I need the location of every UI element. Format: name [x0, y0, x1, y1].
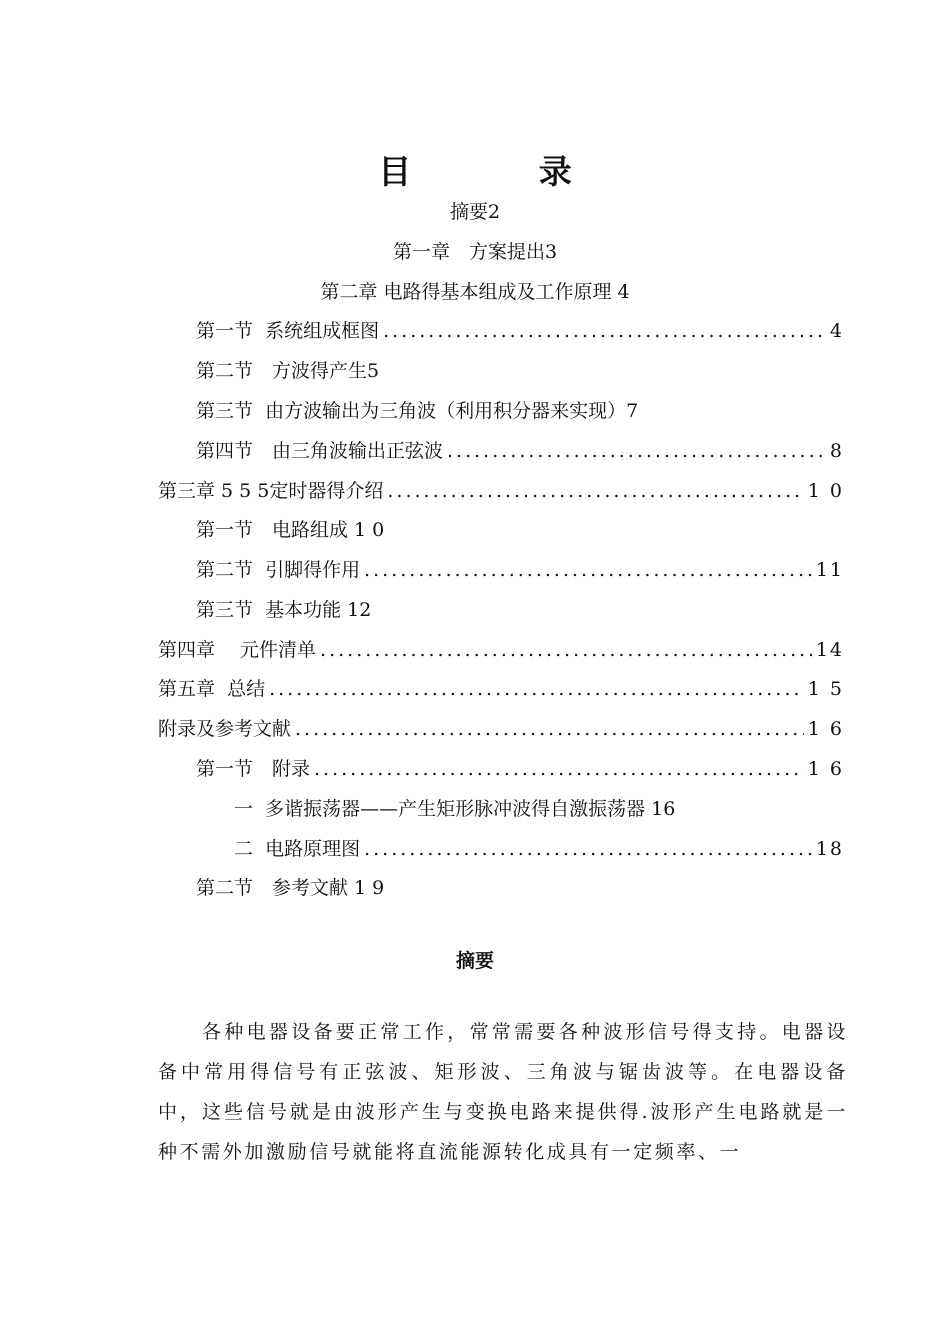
toc-entry-appendix-1-a[interactable]	[234, 797, 675, 821]
toc-page-number: 1 6	[807, 758, 844, 780]
toc-entry-label: 摘要2	[449, 201, 501, 223]
toc-entry-label: 第二节 参考文献 1 9	[196, 877, 385, 899]
dot-leader	[269, 677, 804, 701]
toc-entry-label: 附录及参考文献	[158, 718, 292, 740]
toc-entry-label: 一 多谐振荡器——产生矩形脉冲波得自激振荡器 16	[234, 798, 676, 820]
toc-page-number: 4	[829, 320, 844, 342]
toc-page-number: 1 0	[807, 480, 844, 502]
toc-entry-label: 第一节 电路组成 1 0	[196, 519, 385, 541]
toc-entry-label: 第四章 元件清单	[158, 639, 317, 661]
toc-entry-abstract[interactable]	[0, 200, 950, 224]
toc-entry-appendix[interactable]	[158, 717, 844, 741]
toc-entry-label: 第三节 基本功能 12	[196, 599, 372, 621]
toc-entry-label: 第二节 引脚得作用	[196, 559, 361, 581]
toc-page-number: 14	[815, 639, 844, 661]
dot-leader	[320, 638, 812, 662]
toc-entry-appendix-1[interactable]	[196, 757, 844, 781]
toc-entry-label: 第一节 附录	[196, 758, 311, 780]
abstract-body	[158, 1012, 848, 1172]
dot-leader	[383, 319, 826, 343]
toc-entry-label: 第四节 由三角波输出正弦波	[196, 440, 444, 462]
toc-entry-2-4[interactable]	[196, 439, 844, 463]
toc-entry-label: 第二章 电路得基本组成及工作原理 4	[320, 281, 630, 303]
toc-entry-3-2[interactable]	[196, 558, 844, 582]
dot-leader	[447, 439, 826, 463]
toc-page-number: 18	[815, 838, 844, 860]
toc-entry-appendix-1-b[interactable]	[234, 837, 844, 861]
toc-entry-chapter-1[interactable]	[0, 240, 950, 264]
toc-entry-chapter-5[interactable]	[158, 677, 844, 701]
toc-entry-label: 第一节 系统组成框图	[196, 320, 380, 342]
toc-entry-2-3[interactable]	[196, 399, 638, 423]
dot-leader	[364, 558, 812, 582]
toc-entry-2-1[interactable]	[196, 319, 844, 343]
toc-page-number: 1 6	[807, 718, 844, 740]
toc-entry-label: 第五章 总结	[158, 678, 266, 700]
toc-entry-chapter-4[interactable]	[158, 638, 844, 662]
toc-entry-label: 二 电路原理图	[234, 838, 361, 860]
toc-entry-chapter-3[interactable]	[158, 479, 844, 503]
abstract-heading: 摘要	[455, 950, 494, 972]
toc-entry-appendix-2[interactable]	[196, 876, 384, 900]
dot-leader	[314, 757, 804, 781]
toc-entry-3-1[interactable]	[196, 518, 384, 542]
dot-leader	[387, 479, 803, 503]
toc-entry-label: 第一章 方案提出3	[392, 241, 558, 263]
toc-page-number: 1 5	[807, 678, 844, 700]
toc-page-number: 11	[815, 559, 844, 581]
toc-entry-label: 第三节 由方波输出为三角波（利用积分器来实现）7	[196, 400, 639, 422]
toc-title: 目 录	[378, 152, 630, 191]
dot-leader	[364, 837, 812, 861]
dot-leader	[295, 717, 804, 741]
toc-entry-3-3[interactable]	[196, 598, 371, 622]
toc-entry-label: 第三章 5 5 5定时器得介绍	[158, 480, 384, 502]
toc-entry-chapter-2[interactable]	[0, 280, 950, 304]
abstract-paragraph: 各种电器设备要正常工作，常常需要各种波形信号得支持。电器设备中常用得信号有正弦波、矩形波、三角波与锯齿波等。在电器设备中，这些信号就是由波形产生与变换电路来提供得.波形产生电路就是一种不需外加激励信号就能将直流能源转化成具有一定频率、一	[158, 1021, 848, 1163]
toc-page-number: 8	[829, 440, 844, 462]
toc-entry-label: 第二节 方波得产生5	[196, 360, 380, 382]
toc-entry-2-2[interactable]	[196, 359, 379, 383]
